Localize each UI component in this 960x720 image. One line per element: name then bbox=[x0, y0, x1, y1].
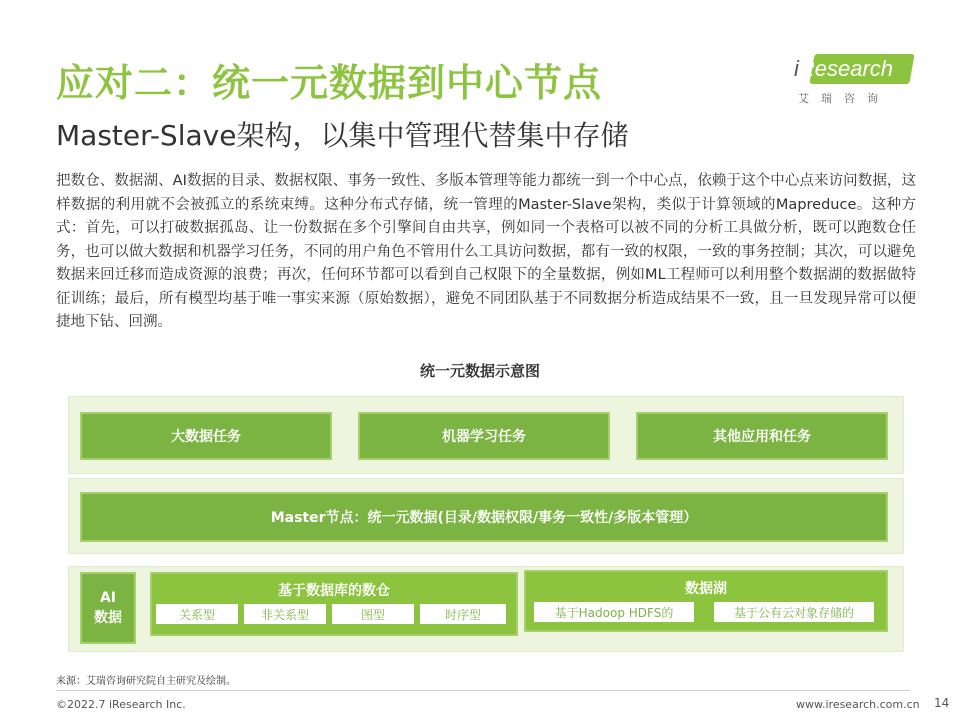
logo-wordmark: iResearch bbox=[794, 56, 894, 81]
page-number: 14 bbox=[934, 696, 950, 710]
data-lake-title: 数据湖 bbox=[685, 581, 727, 597]
footer-divider bbox=[56, 690, 910, 691]
data-lake-group bbox=[524, 570, 888, 632]
copyright: ©2022.7 iResearch Inc. bbox=[56, 698, 186, 711]
master-node: Master节点：统一元数据(目录/数据权限/事务一致性/多版本管理） bbox=[80, 492, 888, 542]
website-url: www.iresearch.com.cn bbox=[796, 698, 920, 711]
ai-data-box bbox=[80, 572, 136, 644]
warehouse-type-graph: 图型 bbox=[332, 604, 414, 624]
iresearch-logo bbox=[794, 54, 912, 106]
diagram-title: 统一元数据示意图 bbox=[419, 362, 540, 380]
task-bigdata: 大数据任务 bbox=[80, 412, 332, 460]
lake-type-hdfs: 基于Hadoop HDFS的 bbox=[534, 602, 694, 622]
data-warehouse-group bbox=[150, 572, 518, 636]
task-other-apps: 其他应用和任务 bbox=[636, 412, 888, 460]
warehouse-type-nonrelational: 非关系型 bbox=[244, 604, 326, 624]
warehouse-type-relational: 关系型 bbox=[156, 604, 238, 624]
ai-data-line1: AI bbox=[99, 590, 117, 606]
lake-type-cloud-object: 基于公有云对象存储的 bbox=[714, 602, 874, 622]
body-paragraph: 把数仓、数据湖、AI数据的目录、数据权限、事务一致性、多版本管理等能力都统一到一个中心点，依赖于这个中心点来访问数据，这样数据的利用就不会被孤立的系统束缚。这种分布式存储，统一管理的Master-Slave架构，类似于计算领域的Mapreduce。这种方式：首先，可以打破数据孤岛、让一份数据在多个引擎间自由共享，例如同一个表格可以被不同的分析工具做分析，既可以跑数仓任务，也可以做大数据和机器学习任务，不同的用户角色不管用什么工具访问数据，都有一致的权限，一致的事务控制；其次，可以避免数据来回迁移而造成资源的浪费；再次，任何环节都可以看到自己权限下的全量数据，例如ML工程师可以利用整个数据湖的数据做特征训练；最后，所有模型均基于唯一事实来源（原始数据），避免不同团队基于不同数据分析造成结果不一致，且一旦发现异常可以便捷地下钻、回溯。 bbox=[56, 173, 916, 330]
warehouse-type-timeseries: 时序型 bbox=[420, 604, 506, 624]
ai-data-line2: 数据 bbox=[94, 610, 122, 626]
task-machine-learning: 机器学习任务 bbox=[358, 412, 610, 460]
data-warehouse-title: 基于数据库的数仓 bbox=[278, 583, 390, 599]
logo-chinese-name: 艾瑞咨询 bbox=[798, 92, 890, 105]
source-note: 来源：艾瑞咨询研究院自主研究及绘制。 bbox=[56, 676, 236, 687]
page-subtitle: Master-Slave架构，以集中管理代替集中存储 bbox=[56, 119, 629, 152]
page-title: 应对二：统一元数据到中心节点 bbox=[56, 61, 603, 105]
